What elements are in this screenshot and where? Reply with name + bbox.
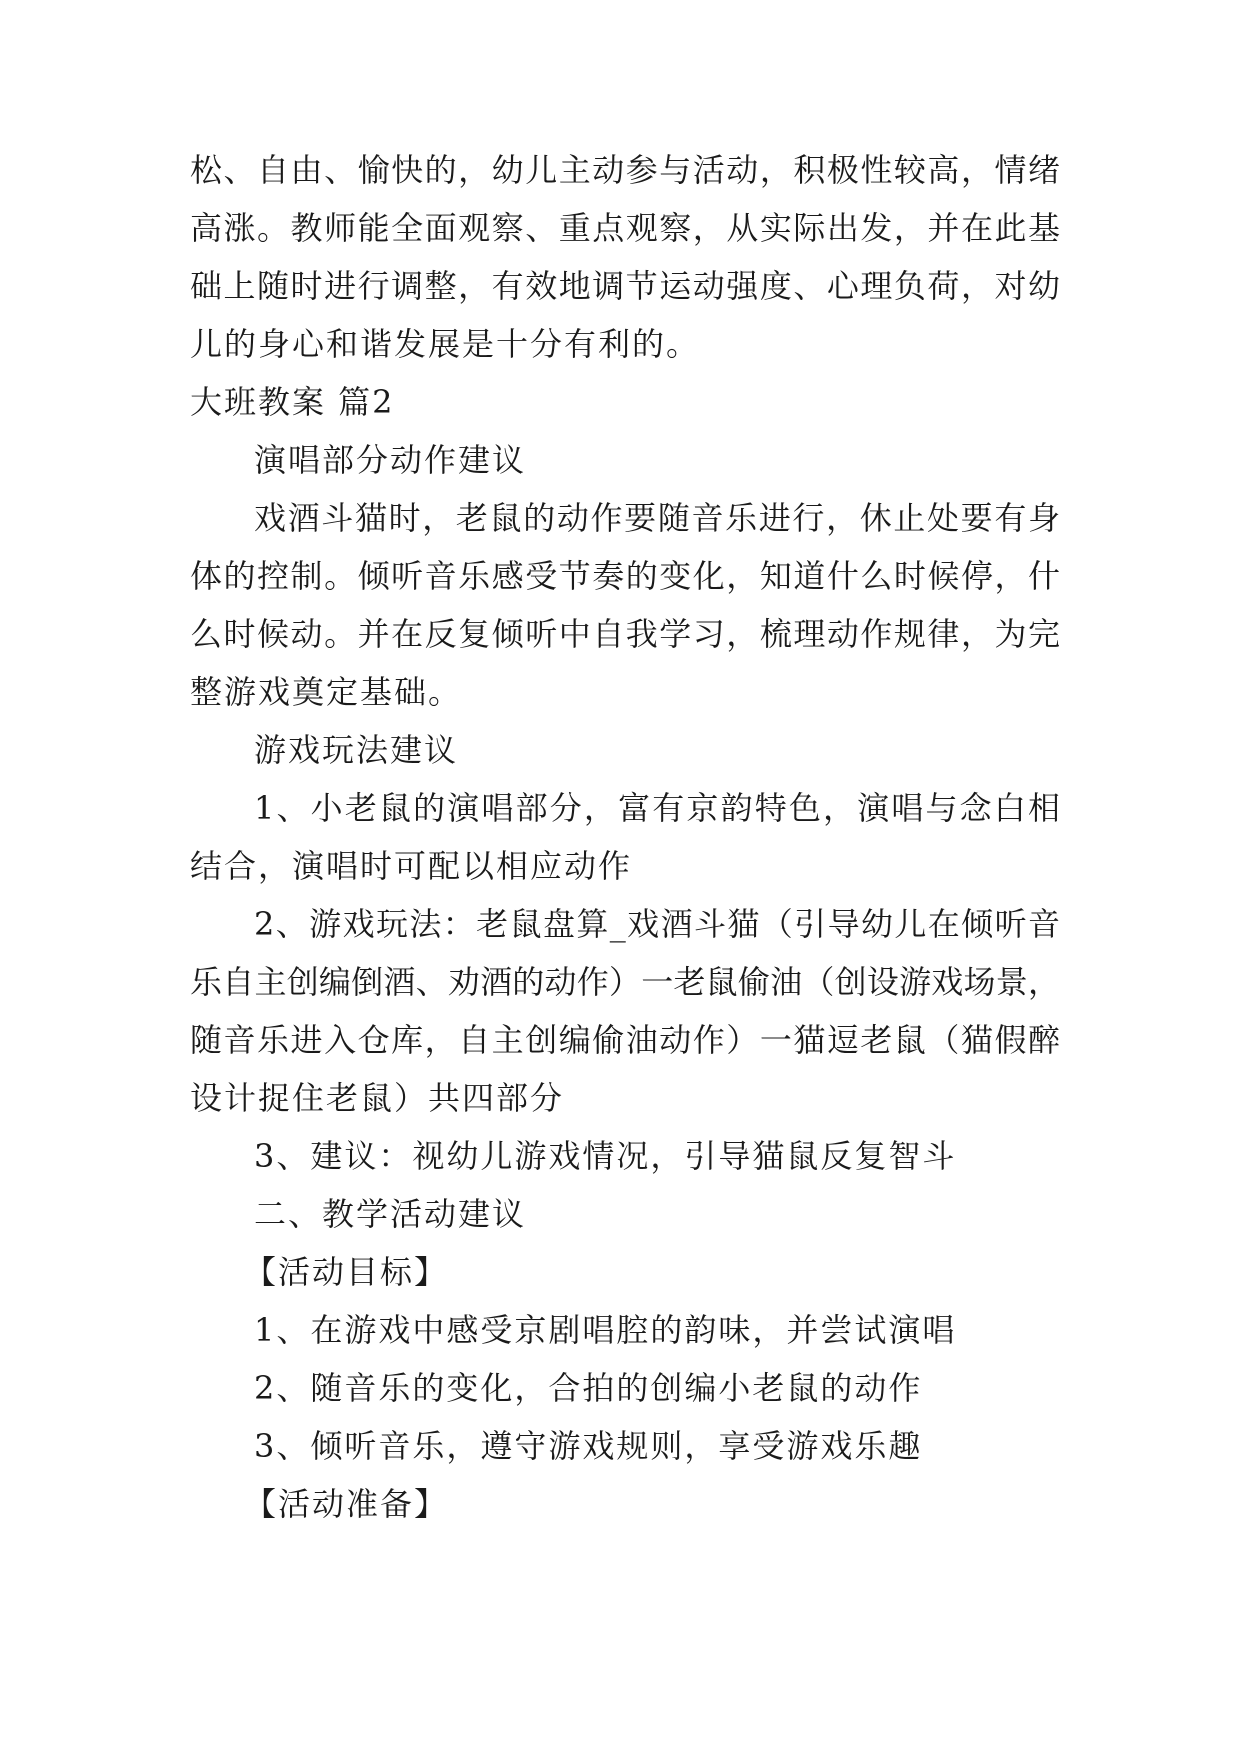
- paragraph-line: 体的控制。倾听音乐感受节奏的变化，知道什么时候停，什: [190, 557, 1060, 595]
- list-item-line: 3、倾听音乐，遵守游戏规则，享受游戏乐趣: [254, 1427, 923, 1465]
- section-heading: 二、教学活动建议: [254, 1195, 527, 1233]
- list-item-line: 1、在游戏中感受京剧唱腔的韵味，并尝试演唱: [254, 1311, 957, 1349]
- paragraph-line: 儿的身心和谐发展是十分有利的。: [190, 325, 701, 363]
- paragraph-line: 整游戏奠定基础。: [190, 673, 463, 711]
- list-item-line: 设计捉住老鼠）共四部分: [190, 1079, 565, 1117]
- bracket-heading: 【活动准备】: [244, 1485, 449, 1523]
- list-item-line: 1、小老鼠的演唱部分，富有京韵特色，演唱与念白相: [254, 789, 1060, 827]
- paragraph-line: 戏酒斗猫时，老鼠的动作要随音乐进行，休止处要有身: [254, 499, 1060, 537]
- list-item-line: 3、建议：视幼儿游戏情况，引导猫鼠反复智斗: [254, 1137, 957, 1175]
- list-item-line: 2、随音乐的变化，合拍的创编小老鼠的动作: [254, 1369, 923, 1407]
- list-item-line: 2、游戏玩法：老鼠盘算_戏酒斗猫（引导幼儿在倾听音: [254, 905, 1060, 943]
- list-item-line: 乐自主创编倒酒、劝酒的动作）一老鼠偷油（创设游戏场景，: [190, 963, 1060, 1001]
- paragraph-line: 础上随时进行调整，有效地调节运动强度、心理负荷，对幼: [190, 267, 1060, 305]
- paragraph-line: 松、自由、愉快的，幼儿主动参与活动，积极性较高，情绪: [190, 151, 1060, 189]
- subsection-heading: 演唱部分动作建议: [254, 441, 527, 479]
- list-item-line: 随音乐进入仓库，自主创编偷油动作）一猫逗老鼠（猫假醉: [190, 1021, 1060, 1059]
- bracket-heading: 【活动目标】: [244, 1253, 449, 1291]
- section-heading: 大班教案 篇2: [190, 383, 395, 421]
- paragraph-line: 高涨。教师能全面观察、重点观察，从实际出发，并在此基: [190, 209, 1060, 247]
- paragraph-line: 么时候动。并在反复倾听中自我学习，梳理动作规律，为完: [190, 615, 1060, 653]
- list-item-line: 结合，演唱时可配以相应动作: [190, 847, 633, 885]
- subsection-heading: 游戏玩法建议: [254, 731, 459, 769]
